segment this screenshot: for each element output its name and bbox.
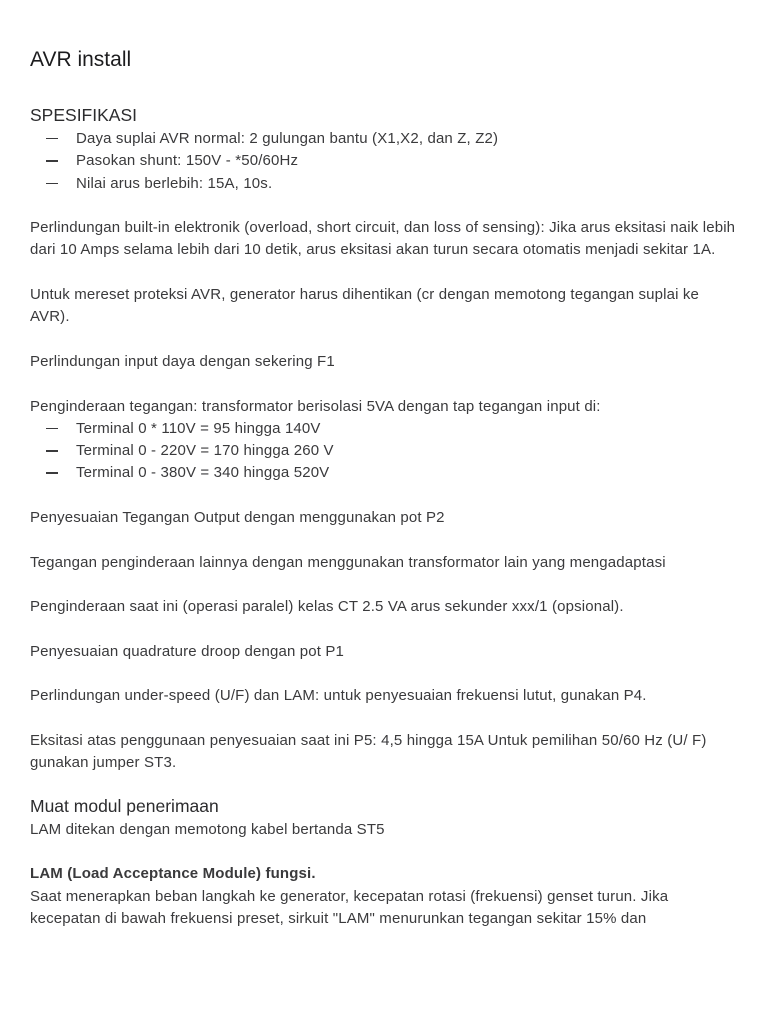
- spacer: [30, 708, 738, 730]
- paragraph-output: Penyesuaian Tegangan Output dengan menggunakan pot P2: [30, 509, 445, 527]
- list-item-text: Terminal 0 - 220V = 170 hingga 260 V: [76, 442, 334, 460]
- spacer: [30, 195, 738, 217]
- paragraph-fuse: Perlindungan input daya dengan sekering F1: [30, 352, 335, 370]
- spacer: [30, 841, 738, 863]
- spacer: [30, 775, 738, 793]
- list-item-text: Terminal 0 * 110V = 95 hingga 140V: [76, 419, 321, 437]
- paragraph-lam-cut: LAM ditekan dengan memotong kabel bertanda ST5: [30, 820, 385, 838]
- paragraph-sensing: Penginderaan tegangan: transformator berisolasi 5VA dengan tap tegangan input di:: [30, 397, 601, 415]
- terminal-list: [30, 418, 738, 485]
- spacer: [30, 574, 738, 596]
- list-item-text: Pasokan shunt: 150V - *50/60Hz: [76, 152, 299, 170]
- spacer: [30, 262, 738, 284]
- spacer: [30, 485, 738, 507]
- paragraph-excitation: Eksitasi atas penggunaan penyesuaian saat ini P5: 4,5 hingga 15A Untuk pemilihan 50/60 Hz (U/ F) gunakan jumper ST3.: [30, 732, 707, 772]
- list-item: [30, 128, 738, 150]
- lam-heading: Muat modul penerimaan: [30, 795, 219, 816]
- list-item-text: Terminal 0 - 380V = 340 hingga 520V: [76, 464, 330, 482]
- paragraph-lam-function: Saat menerapkan beban langkah ke generator, kecepatan rotasi (frekuensi) genset turun. Jika kecepatan di bawah frekuensi preset, sirkuit "LAM" menurunkan tegangan sekitar 15% dan: [30, 887, 669, 927]
- paragraph-droop: Penyesuaian quadrature droop dengan pot P1: [30, 642, 345, 660]
- paragraph-protection: Perlindungan built-in elektronik (overload, short circuit, dan loss of sensing): Jika arus eksitasi naik lebih dari 10 Amps selama lebih dari 10 detik, arus eksitasi akan turun secara otomatis menjadi sekitar 1A.: [30, 219, 736, 259]
- spacer: [30, 663, 738, 685]
- list-item: [30, 150, 738, 172]
- paragraph-reset: Untuk mereset proteksi AVR, generator harus dihentikan (cr dengan memotong tegangan suplai ke AVR).: [30, 286, 700, 326]
- paragraph-current-sensing: Penginderaan saat ini (operasi paralel) kelas CT 2.5 VA arus sekunder xxx/1 (opsional).: [30, 598, 624, 616]
- spacer: [30, 529, 738, 551]
- list-item: [30, 462, 738, 484]
- lam-function-heading: LAM (Load Acceptance Module) fungsi.: [30, 865, 316, 883]
- list-item: [30, 173, 738, 195]
- list-item-text: Daya suplai AVR normal: 2 gulungan bantu (X1,X2, dan Z, Z2): [76, 130, 499, 147]
- list-item: [30, 440, 738, 462]
- spec-heading: SPESIFIKASI: [30, 105, 137, 125]
- list-item: [30, 418, 738, 440]
- spec-list: [30, 128, 738, 195]
- page-title: AVR install: [30, 48, 132, 71]
- paragraph-underspeed: Perlindungan under-speed (U/F) dan LAM: untuk penyesuaian frekuensi lutut, gunakan P4.: [30, 687, 647, 705]
- paragraph-other-sensing: Tegangan penginderaan lainnya dengan menggunakan transformator lain yang mengadaptasi: [30, 553, 666, 571]
- list-item-text: Nilai arus berlebih: 15A, 10s.: [76, 174, 273, 192]
- spacer: [30, 619, 738, 641]
- spacer: [30, 329, 738, 351]
- spacer: [30, 373, 738, 395]
